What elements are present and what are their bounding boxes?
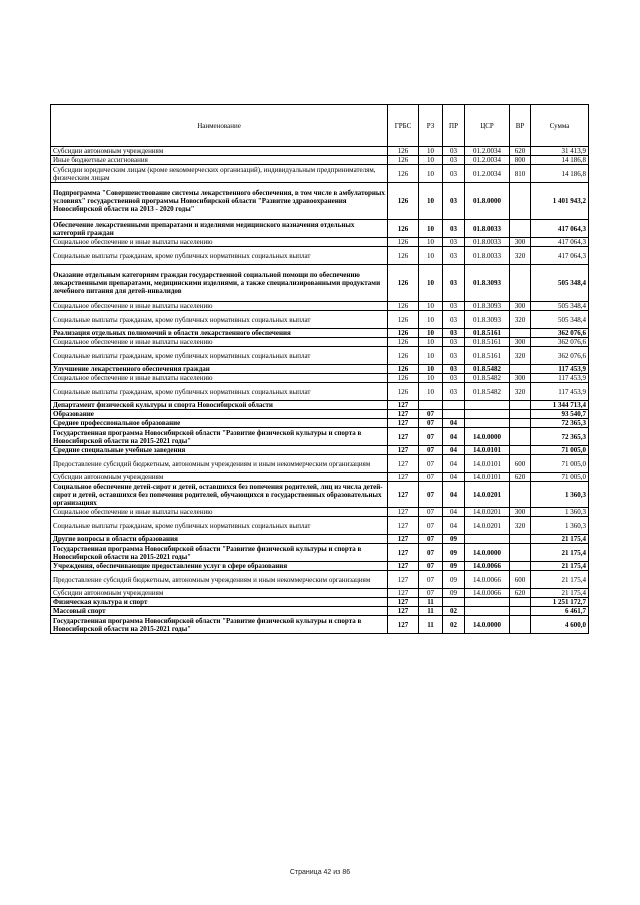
cell-rz: 10 <box>419 147 443 156</box>
cell-rz: 10 <box>419 338 443 347</box>
cell-grbs: 126 <box>388 165 419 183</box>
cell-pr: 03 <box>443 329 465 338</box>
cell-sum: 505 348,4 <box>531 311 589 329</box>
cell-sum: 117 453,9 <box>531 383 589 401</box>
cell-rz: 11 <box>419 598 443 607</box>
cell-name: Социальные выплаты гражданам, кроме публичных нормативных социальных выплат <box>51 383 388 401</box>
cell-vr <box>510 607 531 616</box>
cell-sum: 21 175,4 <box>531 562 589 571</box>
cell-name: Среднее профессиональное образование <box>51 419 388 428</box>
cell-rz: 10 <box>419 302 443 311</box>
cell-vr: 320 <box>510 517 531 535</box>
cell-vr <box>510 220 531 238</box>
cell-name: Другие вопросы в области образования <box>51 535 388 544</box>
table-row <box>51 265 589 302</box>
cell-sum: 1 360,3 <box>531 508 589 517</box>
cell-rz: 10 <box>419 220 443 238</box>
cell-vr: 620 <box>510 589 531 598</box>
cell-rz: 10 <box>419 247 443 265</box>
table-row <box>51 383 589 401</box>
cell-name: Предоставление субсидий бюджетным, автономным учреждениям и иным некоммерческим организациям <box>51 571 388 589</box>
cell-grbs: 126 <box>388 265 419 302</box>
header-rz: РЗ <box>419 105 443 147</box>
cell-csr: 14.0.0066 <box>465 589 510 598</box>
cell-name: Социальное обеспечение детей-сирот и детей, оставшихся без попечения родителей, лиц из числа детей-сирот и детей, оставшихся без попечения родителей, обучающихся в государственных образовательных организациях <box>51 482 388 508</box>
cell-grbs: 126 <box>388 302 419 311</box>
cell-vr <box>510 428 531 446</box>
cell-grbs: 127 <box>388 410 419 419</box>
cell-rz: 07 <box>419 482 443 508</box>
table-body <box>51 147 589 634</box>
cell-csr: 01.8.5161 <box>465 347 510 365</box>
cell-sum: 21 175,4 <box>531 589 589 598</box>
cell-sum: 31 413,9 <box>531 147 589 156</box>
cell-pr: 03 <box>443 156 465 165</box>
cell-grbs: 126 <box>388 347 419 365</box>
cell-vr <box>510 544 531 562</box>
cell-csr <box>465 607 510 616</box>
cell-grbs: 127 <box>388 401 419 410</box>
cell-sum: 14 186,8 <box>531 165 589 183</box>
table-row <box>51 401 589 410</box>
cell-rz: 10 <box>419 311 443 329</box>
table-row <box>51 517 589 535</box>
cell-grbs: 126 <box>388 374 419 383</box>
cell-pr: 04 <box>443 419 465 428</box>
cell-name: Образование <box>51 410 388 419</box>
cell-grbs: 127 <box>388 598 419 607</box>
cell-sum: 362 076,6 <box>531 329 589 338</box>
cell-rz: 07 <box>419 571 443 589</box>
table-row <box>51 165 589 183</box>
cell-name: Физическая культура и спорт <box>51 598 388 607</box>
table-row <box>51 616 589 634</box>
cell-sum: 505 348,4 <box>531 265 589 302</box>
cell-grbs: 127 <box>388 508 419 517</box>
cell-vr: 600 <box>510 571 531 589</box>
header-vr: ВР <box>510 105 531 147</box>
cell-vr <box>510 482 531 508</box>
cell-name: Реализация отдельных полномочий в области лекарственного обеспечения <box>51 329 388 338</box>
cell-rz: 07 <box>419 517 443 535</box>
cell-grbs: 127 <box>388 571 419 589</box>
cell-grbs: 126 <box>388 220 419 238</box>
table-row <box>51 482 589 508</box>
cell-name: Социальные выплаты гражданам, кроме публичных нормативных социальных выплат <box>51 311 388 329</box>
cell-csr: 01.8.5161 <box>465 329 510 338</box>
table-row <box>51 598 589 607</box>
cell-sum: 1 344 713,4 <box>531 401 589 410</box>
cell-rz: 10 <box>419 365 443 374</box>
cell-sum: 71 005,0 <box>531 446 589 455</box>
header-sum: Сумма <box>531 105 589 147</box>
cell-grbs: 126 <box>388 311 419 329</box>
cell-pr: 04 <box>443 517 465 535</box>
cell-name: Иные бюджетные ассигнования <box>51 156 388 165</box>
cell-grbs: 127 <box>388 544 419 562</box>
cell-vr: 320 <box>510 311 531 329</box>
cell-rz <box>419 401 443 410</box>
cell-pr: 03 <box>443 238 465 247</box>
cell-grbs: 127 <box>388 607 419 616</box>
cell-pr: 04 <box>443 446 465 455</box>
cell-vr <box>510 401 531 410</box>
cell-rz: 07 <box>419 544 443 562</box>
table-header-row <box>51 105 589 147</box>
cell-vr: 600 <box>510 455 531 473</box>
cell-name: Предоставление субсидий бюджетным, автономным учреждениям и иным некоммерческим организациям <box>51 455 388 473</box>
cell-rz: 07 <box>419 410 443 419</box>
cell-vr <box>510 329 531 338</box>
table-row <box>51 311 589 329</box>
table-row <box>51 455 589 473</box>
table-row <box>51 607 589 616</box>
cell-name: Социальное обеспечение и иные выплаты населению <box>51 338 388 347</box>
cell-rz: 07 <box>419 589 443 598</box>
cell-pr: 03 <box>443 374 465 383</box>
cell-vr: 320 <box>510 247 531 265</box>
cell-name: Государственная программа Новосибирской области "Развитие физической культуры и спорта в Новосибирской области на 2015-2021 годы" <box>51 428 388 446</box>
cell-grbs: 126 <box>388 238 419 247</box>
cell-pr: 04 <box>443 473 465 482</box>
cell-name: Улучшение лекарственного обеспечения граждан <box>51 365 388 374</box>
cell-sum: 72 365,3 <box>531 428 589 446</box>
cell-grbs: 127 <box>388 517 419 535</box>
cell-sum: 71 005,0 <box>531 473 589 482</box>
cell-vr <box>510 183 531 220</box>
cell-vr <box>510 410 531 419</box>
cell-pr: 03 <box>443 365 465 374</box>
header-grbs: ГРБС <box>388 105 419 147</box>
cell-vr: 620 <box>510 473 531 482</box>
cell-pr: 03 <box>443 311 465 329</box>
cell-name: Социальные выплаты гражданам, кроме публичных нормативных социальных выплат <box>51 247 388 265</box>
cell-grbs: 127 <box>388 482 419 508</box>
cell-csr: 01.8.3093 <box>465 311 510 329</box>
cell-grbs: 127 <box>388 562 419 571</box>
table-row <box>51 571 589 589</box>
cell-sum: 417 064,3 <box>531 220 589 238</box>
table-row <box>51 147 589 156</box>
cell-rz: 10 <box>419 156 443 165</box>
cell-sum: 417 064,3 <box>531 247 589 265</box>
cell-csr: 14.0.0101 <box>465 446 510 455</box>
cell-rz: 10 <box>419 183 443 220</box>
cell-csr <box>465 410 510 419</box>
cell-sum: 417 064,3 <box>531 238 589 247</box>
cell-grbs: 126 <box>388 183 419 220</box>
cell-vr: 300 <box>510 508 531 517</box>
cell-pr: 03 <box>443 220 465 238</box>
cell-pr: 03 <box>443 183 465 220</box>
cell-rz: 07 <box>419 428 443 446</box>
cell-csr <box>465 598 510 607</box>
cell-sum: 505 348,4 <box>531 302 589 311</box>
header-pr: ПР <box>443 105 465 147</box>
cell-vr: 810 <box>510 165 531 183</box>
cell-rz: 07 <box>419 562 443 571</box>
cell-pr: 03 <box>443 147 465 156</box>
table-row <box>51 220 589 238</box>
table-row <box>51 247 589 265</box>
cell-name: Обеспечение лекарственными препаратами и изделиями медицинского назначения отдельных категорий граждан <box>51 220 388 238</box>
cell-pr: 09 <box>443 571 465 589</box>
cell-rz: 07 <box>419 446 443 455</box>
page-number: Страница 42 из 86 <box>289 869 351 876</box>
cell-csr: 01.8.5482 <box>465 383 510 401</box>
cell-pr: 03 <box>443 383 465 401</box>
cell-vr <box>510 446 531 455</box>
cell-pr: 04 <box>443 428 465 446</box>
cell-vr: 320 <box>510 347 531 365</box>
budget-table <box>50 104 589 634</box>
cell-name: Социальные выплаты гражданам, кроме публичных нормативных социальных выплат <box>51 347 388 365</box>
cell-pr: 03 <box>443 347 465 365</box>
cell-rz: 07 <box>419 419 443 428</box>
cell-name: Социальное обеспечение и иные выплаты населению <box>51 374 388 383</box>
cell-rz: 07 <box>419 508 443 517</box>
cell-pr: 04 <box>443 508 465 517</box>
cell-pr: 02 <box>443 616 465 634</box>
cell-vr <box>510 365 531 374</box>
cell-name: Социальное обеспечение и иные выплаты населению <box>51 302 388 311</box>
cell-rz: 10 <box>419 374 443 383</box>
cell-name: Учреждения, обеспечивающие предоставление услуг в сфере образования <box>51 562 388 571</box>
cell-csr: 14.0.0101 <box>465 473 510 482</box>
cell-pr <box>443 410 465 419</box>
cell-csr: 01.2.0034 <box>465 165 510 183</box>
cell-csr: 14.0.0000 <box>465 428 510 446</box>
cell-name: Массовый спорт <box>51 607 388 616</box>
cell-csr <box>465 401 510 410</box>
table-row <box>51 156 589 165</box>
cell-csr: 14.0.0201 <box>465 482 510 508</box>
cell-grbs: 126 <box>388 247 419 265</box>
cell-csr <box>465 535 510 544</box>
table-row <box>51 473 589 482</box>
cell-sum: 21 175,4 <box>531 535 589 544</box>
cell-csr: 14.0.0066 <box>465 571 510 589</box>
cell-grbs: 127 <box>388 535 419 544</box>
cell-name: Государственная программа Новосибирской области "Развитие физической культуры и спорта в Новосибирской области на 2015-2021 годы" <box>51 616 388 634</box>
cell-grbs: 127 <box>388 455 419 473</box>
table-row <box>51 329 589 338</box>
cell-pr: 09 <box>443 562 465 571</box>
cell-rz: 07 <box>419 535 443 544</box>
cell-vr <box>510 598 531 607</box>
cell-vr: 300 <box>510 238 531 247</box>
cell-pr: 03 <box>443 265 465 302</box>
cell-rz: 11 <box>419 607 443 616</box>
table-row <box>51 347 589 365</box>
cell-grbs: 126 <box>388 156 419 165</box>
cell-sum: 6 461,7 <box>531 607 589 616</box>
header-csr: ЦСР <box>465 105 510 147</box>
cell-name: Социальное обеспечение и иные выплаты населению <box>51 508 388 517</box>
cell-csr: 14.0.0201 <box>465 517 510 535</box>
table-row <box>51 589 589 598</box>
table-row <box>51 365 589 374</box>
cell-grbs: 126 <box>388 383 419 401</box>
cell-csr <box>465 419 510 428</box>
table-row <box>51 302 589 311</box>
cell-vr: 320 <box>510 383 531 401</box>
cell-name: Государственная программа Новосибирской области "Развитие физической культуры и спорта в Новосибирской области на 2015-2021 годы" <box>51 544 388 562</box>
cell-grbs: 127 <box>388 589 419 598</box>
cell-vr: 620 <box>510 147 531 156</box>
cell-grbs: 127 <box>388 473 419 482</box>
cell-rz: 10 <box>419 383 443 401</box>
cell-pr: 04 <box>443 455 465 473</box>
cell-grbs: 127 <box>388 616 419 634</box>
cell-sum: 14 186,8 <box>531 156 589 165</box>
cell-csr: 14.0.0066 <box>465 562 510 571</box>
cell-sum: 93 540,7 <box>531 410 589 419</box>
table-row <box>51 428 589 446</box>
cell-vr: 300 <box>510 302 531 311</box>
table-row <box>51 374 589 383</box>
cell-vr: 800 <box>510 156 531 165</box>
table-row <box>51 410 589 419</box>
cell-name: Субсидии юридическим лицам (кроме некоммерческих организаций), индивидуальным предпринимателям, физическим лицам <box>51 165 388 183</box>
table-row <box>51 446 589 455</box>
cell-grbs: 127 <box>388 446 419 455</box>
cell-pr: 03 <box>443 338 465 347</box>
cell-grbs: 127 <box>388 419 419 428</box>
table-row <box>51 508 589 517</box>
cell-csr: 01.2.0034 <box>465 147 510 156</box>
cell-csr: 01.2.0034 <box>465 156 510 165</box>
table-row <box>51 419 589 428</box>
cell-vr <box>510 616 531 634</box>
cell-csr: 14.0.0101 <box>465 455 510 473</box>
cell-vr <box>510 562 531 571</box>
cell-csr: 01.8.3093 <box>465 302 510 311</box>
cell-name: Подпрограмма "Совершенствование системы лекарственного обеспечения, в том числе в амбулаторных условиях" государственной программы Новосибирской области "Развитие здравоохранения Новосибирской области на 2013 - 2020 годы" <box>51 183 388 220</box>
cell-sum: 1 251 172,7 <box>531 598 589 607</box>
cell-csr: 01.8.0033 <box>465 220 510 238</box>
table-row <box>51 544 589 562</box>
cell-name: Социальные выплаты гражданам, кроме публичных нормативных социальных выплат <box>51 517 388 535</box>
cell-rz: 10 <box>419 165 443 183</box>
cell-sum: 71 005,0 <box>531 455 589 473</box>
cell-name: Субсидии автономным учреждениям <box>51 589 388 598</box>
cell-sum: 362 076,6 <box>531 347 589 365</box>
cell-grbs: 126 <box>388 365 419 374</box>
cell-sum: 1 360,3 <box>531 517 589 535</box>
cell-name: Субсидии автономным учреждениям <box>51 147 388 156</box>
cell-csr: 14.0.0000 <box>465 616 510 634</box>
cell-vr: 300 <box>510 338 531 347</box>
cell-pr: 09 <box>443 589 465 598</box>
cell-rz: 07 <box>419 473 443 482</box>
cell-csr: 01.8.5161 <box>465 338 510 347</box>
cell-pr: 09 <box>443 535 465 544</box>
table-row <box>51 238 589 247</box>
cell-csr: 14.0.0000 <box>465 544 510 562</box>
cell-pr: 04 <box>443 482 465 508</box>
table-row <box>51 562 589 571</box>
cell-name: Субсидии автономным учреждениям <box>51 473 388 482</box>
cell-grbs: 126 <box>388 338 419 347</box>
cell-pr: 03 <box>443 165 465 183</box>
cell-sum: 1 360,3 <box>531 482 589 508</box>
cell-sum: 117 453,9 <box>531 374 589 383</box>
cell-name: Социальное обеспечение и иные выплаты населению <box>51 238 388 247</box>
cell-vr <box>510 265 531 302</box>
cell-rz: 11 <box>419 616 443 634</box>
table-row <box>51 183 589 220</box>
cell-pr: 02 <box>443 607 465 616</box>
cell-csr: 01.8.5482 <box>465 374 510 383</box>
cell-vr: 300 <box>510 374 531 383</box>
cell-rz: 10 <box>419 329 443 338</box>
header-name: Наименование <box>51 105 388 147</box>
cell-pr: 03 <box>443 302 465 311</box>
cell-sum: 362 076,6 <box>531 338 589 347</box>
cell-rz: 07 <box>419 455 443 473</box>
cell-pr: 03 <box>443 247 465 265</box>
table-row <box>51 338 589 347</box>
cell-grbs: 126 <box>388 147 419 156</box>
cell-pr <box>443 598 465 607</box>
cell-pr: 09 <box>443 544 465 562</box>
cell-grbs: 127 <box>388 428 419 446</box>
cell-csr: 01.8.3093 <box>465 265 510 302</box>
cell-csr: 01.8.0000 <box>465 183 510 220</box>
cell-sum: 72 365,3 <box>531 419 589 428</box>
cell-sum: 1 401 943,2 <box>531 183 589 220</box>
table-row <box>51 535 589 544</box>
cell-sum: 4 600,0 <box>531 616 589 634</box>
cell-rz: 10 <box>419 265 443 302</box>
cell-csr: 01.8.5482 <box>465 365 510 374</box>
cell-sum: 21 175,4 <box>531 544 589 562</box>
cell-sum: 21 175,4 <box>531 571 589 589</box>
cell-csr: 14.0.0201 <box>465 508 510 517</box>
cell-csr: 01.8.0033 <box>465 247 510 265</box>
cell-rz: 10 <box>419 238 443 247</box>
cell-name: Департамент физической культуры и спорта Новосибирской области <box>51 401 388 410</box>
cell-grbs: 126 <box>388 329 419 338</box>
cell-rz: 10 <box>419 347 443 365</box>
cell-name: Оказание отдельным категориям граждан государственной социальной помощи по обеспечению лекарственными препаратами, медицинскими изделиями, а также специализированными продуктами лечебного питания для детей-инвалидов <box>51 265 388 302</box>
cell-vr <box>510 535 531 544</box>
cell-csr: 01.8.0033 <box>465 238 510 247</box>
cell-sum: 117 453,9 <box>531 365 589 374</box>
cell-vr <box>510 419 531 428</box>
cell-name: Средние специальные учебные заведения <box>51 446 388 455</box>
cell-pr <box>443 401 465 410</box>
